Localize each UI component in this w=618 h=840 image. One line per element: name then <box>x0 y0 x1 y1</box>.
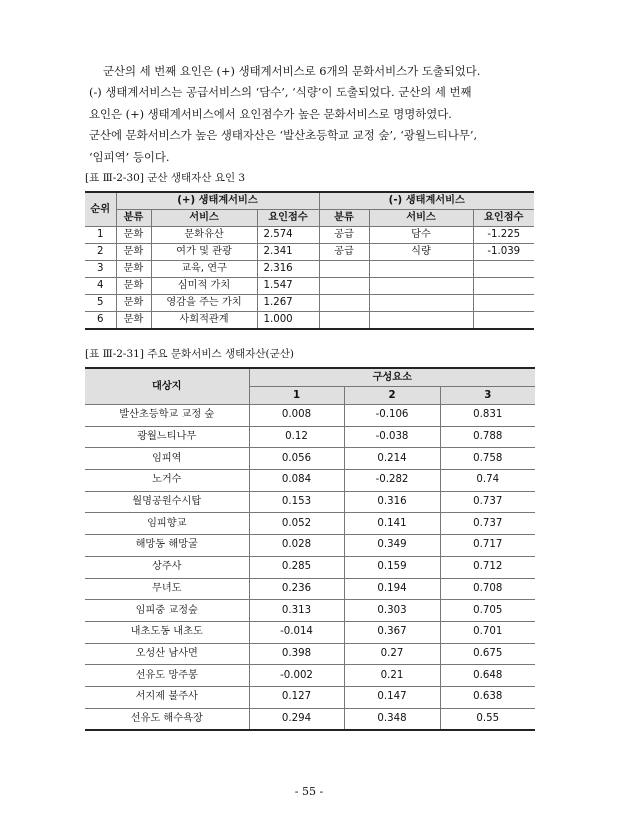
table-row <box>85 244 534 261</box>
value-cell: 0.74 <box>440 470 535 492</box>
value-cell: 0.55 <box>440 708 535 730</box>
table-row <box>85 513 535 535</box>
sub-header: 서비스 <box>369 210 473 227</box>
score-cell: 1.267 <box>257 295 319 312</box>
body-paragraph <box>89 61 538 168</box>
table-row <box>85 426 535 448</box>
table-row <box>85 470 535 492</box>
rank-header: 순위 <box>85 192 116 227</box>
component-header: 구성요소 <box>249 368 535 387</box>
score-cell: -1.039 <box>473 244 534 261</box>
sub-header: 요인점수 <box>473 210 534 227</box>
paragraph-line: ‘임피역’ 등이다. <box>89 149 170 164</box>
component-col-header: 2 <box>344 387 440 405</box>
category-cell: 문화 <box>116 261 151 278</box>
site-name-cell: 광월느티나무 <box>85 426 249 448</box>
score-cell <box>473 295 534 312</box>
subject-header: 대상지 <box>85 368 249 405</box>
score-cell: 1.000 <box>257 312 319 330</box>
value-cell: 0.737 <box>440 491 535 513</box>
value-cell: 0.717 <box>440 535 535 557</box>
value-cell: 0.214 <box>344 448 440 470</box>
value-cell: 0.313 <box>249 600 344 622</box>
table-row <box>85 556 535 578</box>
table-row <box>85 261 534 278</box>
service-cell: 문화유산 <box>151 227 257 244</box>
table-row <box>85 665 535 687</box>
score-cell: 2.574 <box>257 227 319 244</box>
value-cell: 0.701 <box>440 621 535 643</box>
service-cell: 영감을 주는 가치 <box>151 295 257 312</box>
table-row <box>85 643 535 665</box>
value-cell: -0.002 <box>249 665 344 687</box>
value-cell: 0.638 <box>440 686 535 708</box>
table-row <box>85 295 534 312</box>
site-name-cell: 임피중 교정숲 <box>85 600 249 622</box>
service-cell: 교육, 연구 <box>151 261 257 278</box>
value-cell: -0.038 <box>344 426 440 448</box>
category-cell: 문화 <box>116 295 151 312</box>
value-cell: 0.056 <box>249 448 344 470</box>
score-cell: 2.341 <box>257 244 319 261</box>
score-cell: 2.316 <box>257 261 319 278</box>
table-row <box>85 278 534 295</box>
value-cell: 0.141 <box>344 513 440 535</box>
service-cell: 심미적 가치 <box>151 278 257 295</box>
service-cell: 여가 및 관광 <box>151 244 257 261</box>
value-cell: 0.831 <box>440 405 535 427</box>
site-name-cell: 선유도 해수욕장 <box>85 708 249 730</box>
table-row <box>85 535 535 557</box>
value-cell: 0.236 <box>249 578 344 600</box>
category-cell <box>319 295 369 312</box>
value-cell: 0.316 <box>344 491 440 513</box>
value-cell: 0.349 <box>344 535 440 557</box>
sub-header: 분류 <box>116 210 151 227</box>
service-cell <box>369 278 473 295</box>
value-cell: 0.675 <box>440 643 535 665</box>
site-name-cell: 오성산 남사면 <box>85 643 249 665</box>
value-cell: 0.008 <box>249 405 344 427</box>
sub-header: 분류 <box>319 210 369 227</box>
table2-caption: [표 Ⅲ-2-31] 주요 문화서비스 생태자산(군산) <box>85 348 295 360</box>
score-cell: -1.225 <box>473 227 534 244</box>
site-name-cell: 월명공원수시탑 <box>85 491 249 513</box>
table-row <box>85 405 535 427</box>
value-cell: 0.052 <box>249 513 344 535</box>
sub-header: 서비스 <box>151 210 257 227</box>
value-cell: 0.147 <box>344 686 440 708</box>
value-cell: 0.028 <box>249 535 344 557</box>
component-col-header: 3 <box>440 387 535 405</box>
service-cell: 식량 <box>369 244 473 261</box>
table-row <box>85 600 535 622</box>
category-cell: 문화 <box>116 278 151 295</box>
table-row <box>85 708 535 730</box>
site-name-cell: 서지제 불주사 <box>85 686 249 708</box>
cultural-assets-table <box>85 367 535 731</box>
table-row <box>85 578 535 600</box>
value-cell: 0.788 <box>440 426 535 448</box>
site-name-cell: 임피역 <box>85 448 249 470</box>
table-row <box>85 686 535 708</box>
category-cell <box>319 278 369 295</box>
table-row <box>85 312 534 330</box>
site-name-cell: 발산초등학교 교정 숲 <box>85 405 249 427</box>
value-cell: 0.127 <box>249 686 344 708</box>
value-cell: 0.712 <box>440 556 535 578</box>
sub-header: 요인점수 <box>257 210 319 227</box>
value-cell: -0.106 <box>344 405 440 427</box>
service-cell <box>369 261 473 278</box>
table-row <box>85 448 535 470</box>
category-cell: 문화 <box>116 227 151 244</box>
category-cell: 공급 <box>319 227 369 244</box>
positive-service-header: (+) 생태계서비스 <box>116 192 319 210</box>
value-cell: 0.758 <box>440 448 535 470</box>
value-cell: 0.705 <box>440 600 535 622</box>
value-cell: 0.153 <box>249 491 344 513</box>
value-cell: 0.398 <box>249 643 344 665</box>
value-cell: 0.084 <box>249 470 344 492</box>
value-cell: 0.648 <box>440 665 535 687</box>
component-col-header: 1 <box>249 387 344 405</box>
table-row <box>85 621 535 643</box>
site-name-cell: 무녀도 <box>85 578 249 600</box>
rank-cell: 5 <box>85 295 116 312</box>
table1-caption: [표 Ⅲ-2-30] 군산 생태자산 요인 3 <box>85 172 246 184</box>
service-cell <box>369 312 473 330</box>
score-cell <box>473 312 534 330</box>
site-name-cell: 상주사 <box>85 556 249 578</box>
site-name-cell: 해망동 해망굴 <box>85 535 249 557</box>
value-cell: 0.367 <box>344 621 440 643</box>
service-cell <box>369 295 473 312</box>
value-cell: 0.708 <box>440 578 535 600</box>
table-row <box>85 227 534 244</box>
category-cell <box>319 261 369 278</box>
value-cell: -0.282 <box>344 470 440 492</box>
paragraph-line: 요인은 (+) 생태계서비스에서 요인점수가 높은 문화서비스로 명명하였다. <box>89 106 452 121</box>
value-cell: 0.27 <box>344 643 440 665</box>
value-cell: 0.194 <box>344 578 440 600</box>
site-name-cell: 노거수 <box>85 470 249 492</box>
value-cell: 0.737 <box>440 513 535 535</box>
score-cell: 1.547 <box>257 278 319 295</box>
value-cell: 0.285 <box>249 556 344 578</box>
value-cell: 0.294 <box>249 708 344 730</box>
category-cell: 문화 <box>116 244 151 261</box>
category-cell: 공급 <box>319 244 369 261</box>
paragraph-line: (-) 생태계서비스는 공급서비스의 ‘담수’, ‘식량’이 도출되었다. 군산의 세 번째 <box>89 85 472 100</box>
category-cell <box>319 312 369 330</box>
rank-cell: 3 <box>85 261 116 278</box>
score-cell <box>473 278 534 295</box>
negative-service-header: (-) 생태계서비스 <box>319 192 534 210</box>
paragraph-line: 군산에 문화서비스가 높은 생태자산은 ‘발산초등학교 교정 숲’, ‘광월느티나무’, <box>89 128 478 143</box>
table-row <box>85 491 535 513</box>
site-name-cell: 임피향교 <box>85 513 249 535</box>
factor-table <box>85 191 534 330</box>
site-name-cell: 선유도 망주봉 <box>85 665 249 687</box>
value-cell: 0.21 <box>344 665 440 687</box>
service-cell: 사회적관계 <box>151 312 257 330</box>
value-cell: 0.159 <box>344 556 440 578</box>
rank-cell: 1 <box>85 227 116 244</box>
site-name-cell: 내초도동 내초도 <box>85 621 249 643</box>
service-cell: 담수 <box>369 227 473 244</box>
rank-cell: 2 <box>85 244 116 261</box>
value-cell: -0.014 <box>249 621 344 643</box>
rank-cell: 6 <box>85 312 116 330</box>
value-cell: 0.12 <box>249 426 344 448</box>
value-cell: 0.348 <box>344 708 440 730</box>
paragraph-line: 군산의 세 번째 요인은 (+) 생태계서비스로 6개의 문화서비스가 도출되었다. <box>103 64 481 78</box>
rank-cell: 4 <box>85 278 116 295</box>
score-cell <box>473 261 534 278</box>
category-cell: 문화 <box>116 312 151 330</box>
value-cell: 0.303 <box>344 600 440 622</box>
page-number: - 55 - <box>294 785 324 798</box>
